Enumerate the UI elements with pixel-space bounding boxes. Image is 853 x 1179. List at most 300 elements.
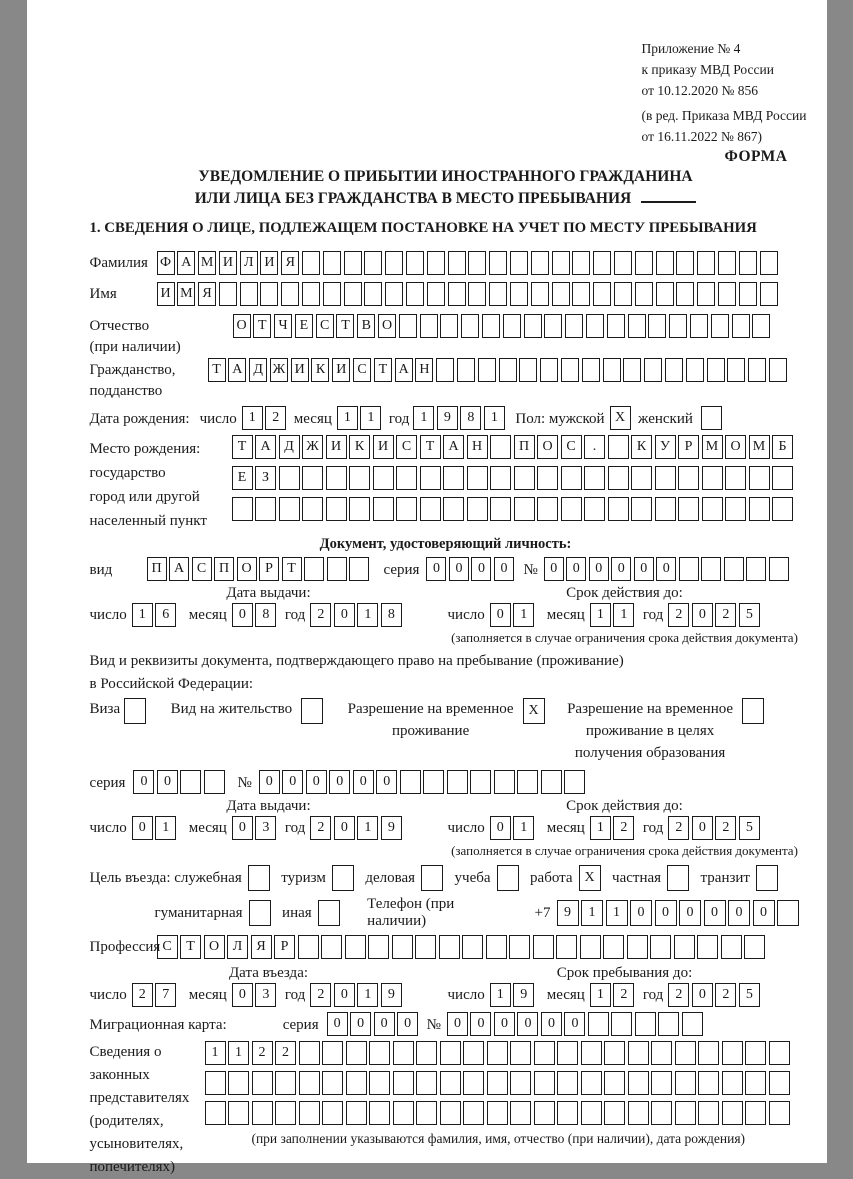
char-box bbox=[279, 497, 300, 521]
char-box bbox=[769, 1041, 790, 1065]
checkbox-option bbox=[530, 865, 603, 891]
char-box bbox=[698, 1101, 719, 1125]
char-box bbox=[349, 497, 370, 521]
temp-permit-edu-label-line1: Разрешение на временное bbox=[567, 698, 733, 720]
field-migration-card bbox=[90, 1012, 802, 1036]
char-box: Т bbox=[282, 557, 302, 581]
checkbox-option-label: частная bbox=[612, 870, 661, 887]
month-label: месяц bbox=[547, 607, 585, 624]
char-box bbox=[490, 466, 511, 490]
appendix-line: от 10.12.2020 № 856 bbox=[642, 80, 853, 101]
month-label: месяц bbox=[189, 607, 227, 624]
char-box bbox=[651, 1041, 672, 1065]
permit-expiry-row bbox=[448, 816, 802, 840]
migration-number-boxes bbox=[447, 1012, 706, 1036]
char-box bbox=[746, 557, 766, 581]
char-box bbox=[510, 1071, 531, 1095]
edition-line: от 16.11.2022 № 867) bbox=[642, 126, 853, 147]
char-box: 1 bbox=[228, 1041, 249, 1065]
char-box bbox=[531, 282, 549, 306]
char-box bbox=[326, 466, 347, 490]
checkbox-option bbox=[155, 900, 274, 926]
char-box bbox=[416, 1041, 437, 1065]
char-box: 1 bbox=[413, 406, 434, 430]
char-box bbox=[635, 282, 653, 306]
char-box: 2 bbox=[275, 1041, 296, 1065]
char-box bbox=[534, 1071, 555, 1095]
surname-label: Фамилия bbox=[90, 251, 157, 274]
entry-year bbox=[310, 983, 404, 1007]
char-box bbox=[463, 1041, 484, 1065]
char-box bbox=[557, 1071, 578, 1095]
char-box bbox=[406, 282, 424, 306]
temp-permit-label bbox=[348, 698, 514, 742]
char-box bbox=[611, 1012, 632, 1036]
char-box: 2 bbox=[668, 816, 689, 840]
char-box bbox=[510, 282, 528, 306]
char-box bbox=[748, 358, 766, 382]
char-box: 0 bbox=[232, 983, 253, 1007]
permit-issue-year bbox=[310, 816, 404, 840]
char-box bbox=[727, 358, 745, 382]
char-box bbox=[739, 282, 757, 306]
char-box: 2 bbox=[310, 816, 331, 840]
birth-year-boxes bbox=[413, 406, 507, 430]
char-box bbox=[584, 466, 605, 490]
char-box bbox=[628, 1071, 649, 1095]
temp-permit-label-line2: проживание bbox=[348, 720, 514, 742]
char-box: У bbox=[655, 435, 676, 459]
char-box bbox=[457, 358, 475, 382]
char-box: 9 bbox=[557, 900, 579, 926]
sex-female-box bbox=[701, 406, 725, 430]
char-box: Ф bbox=[157, 251, 175, 275]
char-box: А bbox=[255, 435, 276, 459]
char-box: 2 bbox=[613, 816, 634, 840]
char-box: П bbox=[514, 435, 535, 459]
char-box: 2 bbox=[310, 603, 331, 627]
migration-series-boxes bbox=[327, 1012, 421, 1036]
char-box bbox=[399, 314, 417, 338]
birth-place-label bbox=[90, 435, 232, 533]
char-box bbox=[607, 314, 625, 338]
char-box bbox=[275, 1071, 296, 1095]
char-box: Т bbox=[253, 314, 271, 338]
day-label: число bbox=[448, 607, 485, 624]
char-box bbox=[675, 1071, 696, 1095]
entry-stay-dates bbox=[90, 963, 802, 1007]
char-box bbox=[510, 1041, 531, 1065]
char-box: Р bbox=[274, 935, 295, 959]
char-box bbox=[702, 466, 723, 490]
char-box bbox=[228, 1101, 249, 1125]
purpose-business-checkbox bbox=[248, 865, 273, 891]
doc-issue-row bbox=[90, 603, 448, 627]
field-citizenship bbox=[90, 358, 802, 402]
char-box bbox=[722, 1071, 743, 1095]
checkbox bbox=[756, 865, 778, 891]
char-box bbox=[603, 935, 624, 959]
identity-doc-dates bbox=[90, 583, 802, 646]
char-box bbox=[608, 466, 629, 490]
char-box bbox=[721, 935, 742, 959]
year-label: год bbox=[643, 607, 663, 624]
char-box bbox=[655, 497, 676, 521]
char-box bbox=[400, 770, 421, 794]
char-box: А bbox=[169, 557, 189, 581]
given-name-label: Имя bbox=[90, 282, 157, 305]
char-box bbox=[745, 1041, 766, 1065]
doc-expiry-month bbox=[590, 603, 637, 627]
char-box bbox=[725, 497, 746, 521]
char-box bbox=[749, 497, 770, 521]
char-box bbox=[486, 935, 507, 959]
doc-issue-month bbox=[232, 603, 279, 627]
expiry-note: (заполняется в случае ограничения срока действия документа) bbox=[448, 630, 802, 646]
char-box bbox=[323, 282, 341, 306]
char-box bbox=[674, 935, 695, 959]
char-box bbox=[385, 282, 403, 306]
char-box: Н bbox=[415, 358, 433, 382]
sex-male-label: мужской bbox=[549, 411, 605, 427]
doc-expiry-year bbox=[668, 603, 762, 627]
char-box: 1 bbox=[613, 603, 634, 627]
char-box bbox=[701, 557, 721, 581]
char-box bbox=[722, 1101, 743, 1125]
day-label: число bbox=[90, 987, 127, 1004]
field-purpose-row2 bbox=[155, 896, 802, 930]
char-box: 1 bbox=[484, 406, 505, 430]
char-box: 0 bbox=[490, 816, 511, 840]
char-box: 2 bbox=[252, 1041, 273, 1065]
char-box bbox=[447, 770, 468, 794]
char-box: 0 bbox=[679, 900, 701, 926]
char-box bbox=[440, 314, 458, 338]
doc-issue-year bbox=[310, 603, 404, 627]
char-box: Т bbox=[336, 314, 354, 338]
char-box bbox=[718, 282, 736, 306]
representatives-label-line2: законных bbox=[90, 1064, 205, 1087]
year-label: год bbox=[389, 408, 409, 428]
char-box: 0 bbox=[232, 603, 253, 627]
char-box bbox=[675, 1101, 696, 1125]
char-box: 2 bbox=[265, 406, 286, 430]
char-box bbox=[749, 466, 770, 490]
char-box bbox=[697, 935, 718, 959]
char-box bbox=[631, 497, 652, 521]
char-box: А bbox=[228, 358, 246, 382]
char-box: И bbox=[260, 251, 278, 275]
stay-doc-intro-line2: в Российской Федерации: bbox=[90, 673, 802, 696]
char-box: 0 bbox=[157, 770, 178, 794]
char-box: Е bbox=[295, 314, 313, 338]
char-box: П bbox=[214, 557, 234, 581]
char-box: 1 bbox=[513, 603, 534, 627]
char-box bbox=[279, 466, 300, 490]
temp-permit-edu-label bbox=[567, 698, 733, 764]
representatives-label-line5: усыновителях, bbox=[90, 1133, 205, 1156]
char-box bbox=[769, 1071, 790, 1095]
checkbox bbox=[497, 865, 519, 891]
doc-expiry-heading: Срок действия до: bbox=[448, 583, 802, 603]
checkbox-option bbox=[612, 865, 692, 891]
char-box: М bbox=[749, 435, 770, 459]
birth-date-label: Дата рождения: bbox=[90, 408, 190, 428]
char-box: 2 bbox=[668, 603, 689, 627]
char-box: 3 bbox=[255, 983, 276, 1007]
char-box: 0 bbox=[544, 557, 564, 581]
representatives-label-line1: Сведения о bbox=[90, 1041, 205, 1064]
char-box bbox=[228, 1071, 249, 1095]
doc-kind-boxes bbox=[147, 557, 372, 581]
char-box bbox=[302, 251, 320, 275]
char-box: 8 bbox=[255, 603, 276, 627]
char-box bbox=[725, 466, 746, 490]
char-box bbox=[540, 358, 558, 382]
char-box: 0 bbox=[133, 770, 154, 794]
entry-day bbox=[132, 983, 179, 1007]
char-box bbox=[635, 251, 653, 275]
char-box bbox=[760, 282, 778, 306]
char-box bbox=[656, 282, 674, 306]
permit-series-boxes bbox=[133, 770, 227, 794]
migration-number-label: № bbox=[427, 1014, 441, 1034]
char-box bbox=[346, 1071, 367, 1095]
char-box bbox=[627, 935, 648, 959]
char-box: С bbox=[157, 935, 178, 959]
stay-until-heading: Срок пребывания до: bbox=[448, 963, 802, 983]
stay-until-day bbox=[490, 983, 537, 1007]
char-box bbox=[580, 935, 601, 959]
char-box bbox=[572, 251, 590, 275]
char-box bbox=[180, 770, 201, 794]
citizenship-label-line1: Гражданство, bbox=[90, 360, 208, 381]
char-box bbox=[369, 1071, 390, 1095]
year-label: год bbox=[643, 987, 663, 1004]
char-box bbox=[463, 1101, 484, 1125]
checkbox-option bbox=[701, 865, 781, 891]
char-box bbox=[533, 935, 554, 959]
char-box bbox=[346, 1101, 367, 1125]
char-box bbox=[628, 1041, 649, 1065]
char-box: К bbox=[349, 435, 370, 459]
char-box bbox=[302, 466, 323, 490]
field-doc-kind bbox=[90, 557, 802, 581]
char-box: 0 bbox=[471, 557, 491, 581]
entry-purpose-label: Цель въезда: служебная bbox=[90, 870, 242, 887]
char-box bbox=[482, 314, 500, 338]
char-box bbox=[322, 1101, 343, 1125]
doc-series-label: серия bbox=[384, 559, 420, 579]
char-box bbox=[745, 1101, 766, 1125]
char-box: Я bbox=[251, 935, 272, 959]
char-box: 2 bbox=[715, 983, 736, 1007]
birth-place-label-line2: государство bbox=[90, 461, 232, 485]
char-box bbox=[219, 282, 237, 306]
permit-expiry-year bbox=[668, 816, 762, 840]
char-box bbox=[509, 935, 530, 959]
day-label: число bbox=[90, 607, 127, 624]
char-box: 0 bbox=[327, 1012, 348, 1036]
char-box: 0 bbox=[656, 557, 676, 581]
char-box bbox=[499, 358, 517, 382]
representatives-label-line4: (родителях, bbox=[90, 1110, 205, 1133]
char-box bbox=[537, 497, 558, 521]
surname-boxes bbox=[157, 251, 781, 275]
patronymic-label bbox=[90, 314, 233, 358]
char-box: 1 bbox=[357, 816, 378, 840]
option-temp-permit-edu bbox=[567, 698, 766, 764]
char-box bbox=[420, 314, 438, 338]
char-box: 0 bbox=[589, 557, 609, 581]
char-box bbox=[604, 1101, 625, 1125]
char-box bbox=[443, 466, 464, 490]
representatives-label-line6: попечителях) bbox=[90, 1156, 205, 1179]
char-box: 0 bbox=[447, 1012, 468, 1036]
doc-issue-heading: Дата выдачи: bbox=[90, 583, 448, 603]
char-box: 1 bbox=[337, 406, 358, 430]
char-box bbox=[584, 497, 605, 521]
birth-place-row1 bbox=[232, 435, 796, 459]
char-box bbox=[581, 1071, 602, 1095]
char-box bbox=[440, 1101, 461, 1125]
char-box: А bbox=[177, 251, 195, 275]
char-box: 0 bbox=[334, 603, 355, 627]
char-box: 0 bbox=[232, 816, 253, 840]
document-title bbox=[90, 166, 802, 210]
permit-expiry-day bbox=[490, 816, 537, 840]
char-box: 0 bbox=[350, 1012, 371, 1036]
char-box: 0 bbox=[376, 770, 397, 794]
checkbox-option bbox=[365, 865, 445, 891]
char-box bbox=[745, 1071, 766, 1095]
phone-prefix: +7 bbox=[535, 905, 551, 922]
char-box bbox=[628, 314, 646, 338]
char-box bbox=[346, 1041, 367, 1065]
char-box bbox=[722, 1041, 743, 1065]
checkbox bbox=[249, 900, 271, 926]
char-box bbox=[556, 935, 577, 959]
char-box bbox=[698, 1041, 719, 1065]
char-box bbox=[676, 282, 694, 306]
char-box bbox=[718, 251, 736, 275]
char-box bbox=[321, 935, 342, 959]
char-box: 9 bbox=[381, 816, 402, 840]
migration-series-label: серия bbox=[283, 1014, 319, 1034]
char-box bbox=[697, 282, 715, 306]
birth-place-label-line3: город или другой bbox=[90, 485, 232, 509]
char-box: 0 bbox=[494, 1012, 515, 1036]
char-box: К bbox=[311, 358, 329, 382]
char-box: О bbox=[725, 435, 746, 459]
char-box: 1 bbox=[513, 816, 534, 840]
checkbox bbox=[421, 865, 443, 891]
checkbox-option-label: иная bbox=[282, 905, 312, 922]
char-box: С bbox=[316, 314, 334, 338]
field-birth-place bbox=[90, 435, 802, 533]
char-box bbox=[686, 358, 704, 382]
char-box bbox=[561, 497, 582, 521]
char-box: 8 bbox=[460, 406, 481, 430]
entry-date-col bbox=[90, 963, 448, 1007]
char-box: 0 bbox=[334, 816, 355, 840]
char-box: Ж bbox=[302, 435, 323, 459]
char-box bbox=[752, 314, 770, 338]
char-box bbox=[541, 770, 562, 794]
char-box bbox=[467, 497, 488, 521]
char-box: О bbox=[378, 314, 396, 338]
char-box bbox=[707, 358, 725, 382]
checkbox: X bbox=[579, 865, 601, 891]
char-box bbox=[572, 282, 590, 306]
char-box bbox=[396, 497, 417, 521]
char-box: 0 bbox=[449, 557, 469, 581]
sex-label bbox=[515, 408, 604, 428]
doc-number-boxes bbox=[544, 557, 792, 581]
edition-block bbox=[642, 105, 853, 147]
appendix-block bbox=[642, 38, 853, 147]
char-box bbox=[561, 358, 579, 382]
birth-place-label-line4: населенный пункт bbox=[90, 509, 232, 533]
char-box: И bbox=[326, 435, 347, 459]
char-box bbox=[777, 900, 799, 926]
char-box: 1 bbox=[155, 816, 176, 840]
char-box bbox=[232, 497, 253, 521]
purpose-options-row2 bbox=[155, 900, 352, 926]
char-box bbox=[487, 1041, 508, 1065]
char-box bbox=[299, 1101, 320, 1125]
char-box bbox=[623, 358, 641, 382]
char-box bbox=[487, 1071, 508, 1095]
checkbox-option-label: туризм bbox=[281, 870, 326, 887]
char-box: О bbox=[537, 435, 558, 459]
char-box: Е bbox=[232, 466, 253, 490]
char-box bbox=[252, 1101, 273, 1125]
char-box: 0 bbox=[630, 900, 652, 926]
stay-doc-intro-line1: Вид и реквизиты документа, подтверждающего право на пребывание (проживание) bbox=[90, 650, 802, 673]
stay-doc-intro bbox=[90, 650, 802, 696]
char-box bbox=[561, 466, 582, 490]
char-box bbox=[593, 282, 611, 306]
char-box bbox=[369, 1101, 390, 1125]
permit-issue-col bbox=[90, 796, 448, 859]
representatives-label-line3: представителях bbox=[90, 1087, 205, 1110]
day-label: число bbox=[448, 987, 485, 1004]
char-box bbox=[393, 1071, 414, 1095]
char-box bbox=[205, 1071, 226, 1095]
sex-female-label: женский bbox=[638, 408, 693, 428]
birth-place-row3 bbox=[232, 497, 796, 521]
char-box bbox=[742, 698, 764, 724]
edition-line: (в ред. Приказа МВД России bbox=[642, 105, 853, 126]
char-box: 5 bbox=[739, 816, 760, 840]
char-box: О bbox=[233, 314, 251, 338]
char-box bbox=[205, 1101, 226, 1125]
char-box bbox=[299, 1041, 320, 1065]
char-box: Д bbox=[249, 358, 267, 382]
char-box bbox=[631, 466, 652, 490]
char-box bbox=[415, 935, 436, 959]
char-box: 9 bbox=[381, 983, 402, 1007]
char-box: И bbox=[157, 282, 175, 306]
char-box: 1 bbox=[490, 983, 511, 1007]
char-box: 2 bbox=[715, 816, 736, 840]
char-box bbox=[582, 358, 600, 382]
char-box bbox=[697, 251, 715, 275]
temp-permit-edu-label-line2: проживание в целях bbox=[567, 720, 733, 742]
char-box: 0 bbox=[132, 816, 153, 840]
char-box bbox=[393, 1041, 414, 1065]
